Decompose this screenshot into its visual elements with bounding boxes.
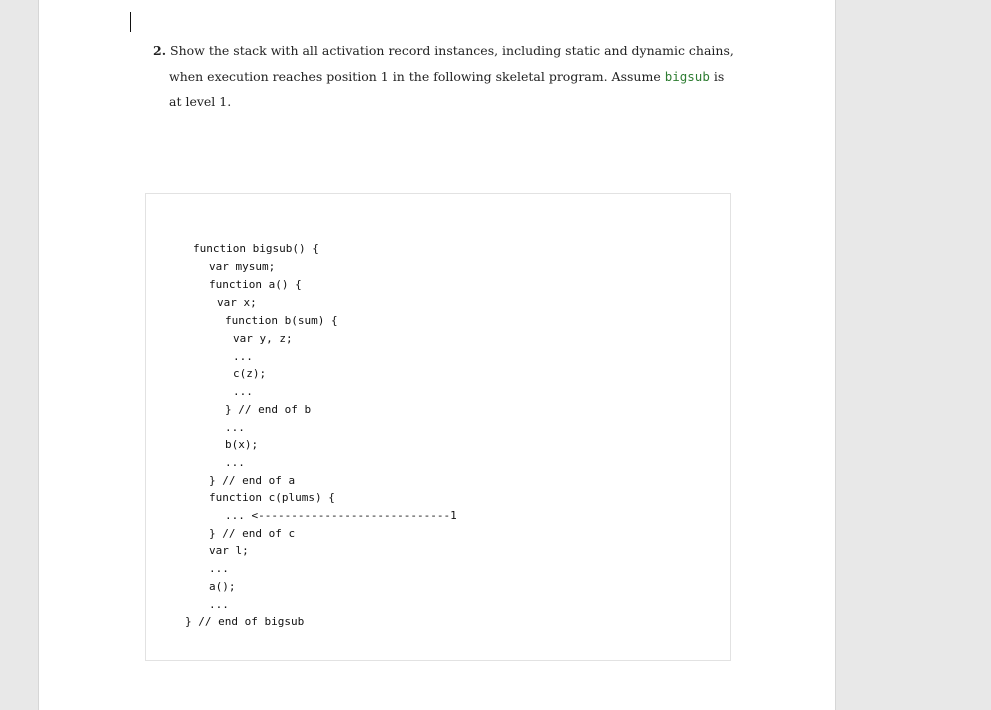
- code-line: var y, z;: [233, 332, 293, 345]
- code-line: function a() {: [209, 278, 302, 291]
- question-text-3: is: [709, 68, 725, 84]
- code-line: function bigsub() {: [193, 242, 319, 255]
- code-line: b(x);: [225, 438, 259, 451]
- code-line: var x;: [217, 296, 257, 309]
- code-line: } // end of b: [225, 403, 312, 416]
- code-line: } // end of a: [209, 474, 296, 487]
- question-text-2: when execution reaches position 1 in the following skeletal program. Assume: [169, 68, 665, 84]
- code-line: } // end of c: [209, 527, 296, 540]
- code-line: c(z);: [233, 367, 267, 380]
- code-listing: [145, 193, 731, 661]
- code-line: function c(plums) {: [209, 491, 335, 504]
- question-number: 2.: [153, 43, 167, 58]
- code-line: ...: [209, 562, 229, 575]
- code-line: function b(sum) {: [225, 314, 338, 327]
- question-text-1: Show the stack with all activation record instances, including static and dynamic chains,: [166, 43, 734, 58]
- code-term-bigsub: bigsub: [664, 68, 710, 84]
- code-line: } // end of bigsub: [185, 615, 305, 628]
- question-line-1: [153, 38, 753, 64]
- code-line: ...: [225, 456, 245, 469]
- code-line: a();: [209, 580, 236, 593]
- code-line: var mysum;: [209, 260, 276, 273]
- code-line: ...: [225, 421, 245, 434]
- text-cursor: [130, 12, 131, 32]
- code-line: ...: [233, 350, 253, 363]
- code-line: ...: [209, 598, 229, 611]
- question-line-3: [153, 89, 753, 115]
- question-line-2: [153, 64, 753, 90]
- code-line: ...: [233, 385, 253, 398]
- code-line-position-1: ... <-----------------------------1: [225, 509, 457, 522]
- question-paragraph: [153, 38, 753, 115]
- code-line: var l;: [209, 544, 249, 557]
- question-text-4: at level 1.: [169, 94, 232, 109]
